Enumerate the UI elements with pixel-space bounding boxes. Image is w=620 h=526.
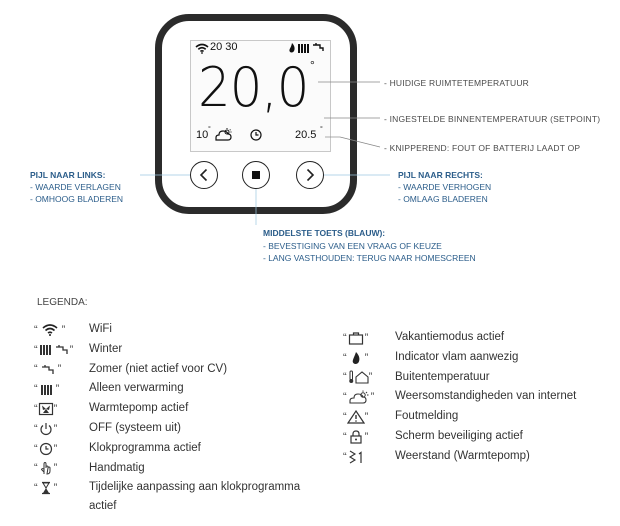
legend-item: Winter: [89, 342, 123, 355]
legend-item: OFF (systeem uit): [89, 421, 182, 434]
heatpump-icon: [38, 402, 54, 416]
legend-item: Handmatig: [89, 461, 145, 474]
legend-item: Foutmelding: [395, 410, 459, 423]
winter-icon: [38, 343, 70, 356]
middle-button-title: MIDDELSTE TOETS (BLAUW):: [263, 228, 386, 238]
legend-left-texts: [89, 320, 324, 516]
radiator-icon: [38, 383, 56, 396]
warning-icon: [347, 410, 365, 424]
legend-symbol: “ ”: [34, 403, 58, 416]
legend-item: WiFi: [89, 323, 112, 335]
legend-item: Weerstand (Warmtepomp): [395, 449, 530, 462]
legend-item: Klokprogramma actief: [89, 441, 201, 454]
lcd-time: 20 30: [210, 41, 238, 53]
hourglass-icon: [38, 481, 54, 495]
current-temperature: 20,0: [198, 56, 309, 119]
left-arrow-title: PIJL NAAR LINKS:: [30, 170, 106, 180]
setpoint-temperature: 20.5: [295, 129, 317, 141]
legend-symbol: “ ”: [34, 383, 60, 396]
middle-button-line2: - LANG VASTHOUDEN: TERUG NAAR HOMESCREEN: [263, 253, 476, 263]
legend-right-symbols: [343, 328, 374, 467]
suitcase-icon: [347, 331, 365, 345]
left-arrow-line1: - WAARDE VERLAGEN: [30, 182, 121, 192]
outdoor-temp-icon: [347, 370, 369, 384]
right-arrow-line2: - OMLAAG BLADEREN: [398, 194, 488, 204]
hand-icon: [38, 461, 54, 475]
legend-item: Tijdelijke aanpassing aan klokprogramma actief: [89, 481, 301, 513]
legend-symbol: “ ”: [34, 363, 62, 376]
wifi-icon: [38, 323, 62, 336]
lock-icon: [347, 430, 365, 444]
legend-symbol: “ ”: [34, 462, 58, 475]
legend-item: Weersomstandigheden van internet: [395, 390, 577, 403]
legend-symbol: “ ”: [343, 351, 369, 364]
left-arrow-line2: - OMHOOG BLADEREN: [30, 194, 124, 204]
annotation-blinking: - KNIPPEREND: FOUT OF BATTERIJ LAADT OP: [384, 143, 581, 153]
legend-item: Indicator vlam aanwezig: [395, 350, 519, 363]
middle-button-line1: - BEVESTIGING VAN EEN VRAAG OF KEUZE: [263, 241, 442, 251]
legend-title: LEGENDA:: [37, 297, 88, 308]
legend-item: Vakantiemodus actief: [395, 331, 505, 343]
legend-item: Scherm beveiliging actief: [395, 429, 523, 442]
resistance-icon: [347, 450, 367, 464]
legend-item: Alleen verwarming: [89, 382, 184, 395]
legend-symbol: “ ”: [34, 482, 58, 495]
legend-item: Zomer (niet actief voor CV): [89, 362, 228, 375]
degree-symbol: °: [310, 58, 315, 72]
clock-icon: [38, 442, 54, 456]
legend-symbol: “ ”: [343, 371, 373, 384]
outside-temperature: 10: [196, 129, 209, 141]
flame-icon: [347, 351, 365, 365]
legend-left-symbols: [34, 320, 73, 498]
right-arrow-title: PIJL NAAR RECHTS:: [398, 170, 483, 180]
right-arrow-line1: - WAARDE VERHOGEN: [398, 182, 492, 192]
legend-symbol: “ ”: [34, 323, 66, 336]
annotation-setpoint: - INGESTELDE BINNENTEMPERATUUR (SETPOINT): [384, 114, 601, 124]
weather-icon: [347, 390, 371, 404]
legend-symbol: “ ”: [343, 391, 375, 404]
power-icon: [38, 422, 54, 436]
annotation-current-temp: - HUIDIGE RUIMTETEMPERATUUR: [384, 78, 530, 88]
legend-symbol: “ ”: [343, 430, 369, 443]
legend-symbol: “: [343, 447, 374, 467]
legend-symbol: “ ”: [34, 343, 74, 356]
legend-symbol: “ ”: [343, 411, 369, 424]
legend-right-texts: [395, 328, 576, 467]
legend-item: Buitentemperatuur: [395, 370, 490, 383]
legend-symbol: “ ”: [34, 422, 58, 435]
summer-icon: [38, 363, 58, 376]
legend-symbol: “ ”: [343, 331, 369, 344]
legend-symbol: “ ”: [34, 442, 58, 455]
legend-item: Warmtepomp actief: [89, 402, 189, 415]
